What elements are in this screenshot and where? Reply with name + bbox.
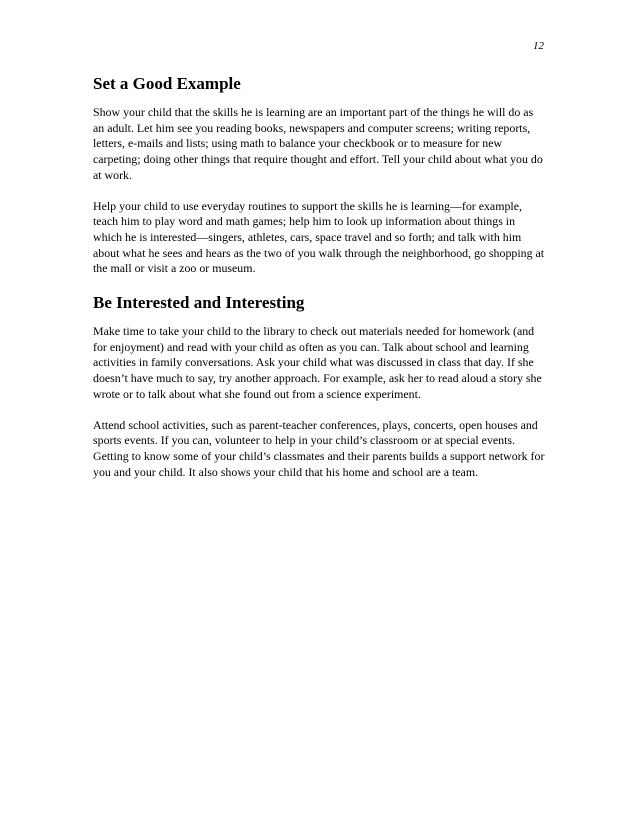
section-heading-set-a-good-example: Set a Good Example xyxy=(93,74,241,93)
paragraph: Help your child to use everyday routines to support the skills he is learning—for example, teach him to play word and math games; help him to look up information about things in which he is interested—singers, athletes, cars, space travel and so forth; and talk with him about what he sees and hears as the two of you walk through the neighborhood, go shopping at the mall or visit a zoo or museum. xyxy=(93,198,545,276)
section-heading-be-interested: Be Interested and Interesting xyxy=(93,293,305,313)
page-number: 12 xyxy=(533,40,544,52)
paragraph: Attend school activities, such as parent-teacher conferences, plays, concerts, open houses and sports events. If you can, volunteer to help in your child’s classroom or at special events. Getting to know some of your child’s classmates and their parents builds a support network for you and your child. It also shows your child that his home and school are a team. xyxy=(93,417,545,479)
paragraph: Show your child that the skills he is learning are an important part of the things he will do as an adult. Let him see you reading books, newspapers and computer screens; writing reports, letters, e-mails and lists; using math to balance your checkbook or to measure for new carpeting; doing other things that require thought and effort. Tell your child about what you do at work. xyxy=(93,105,543,182)
paragraph: Make time to take your child to the library to check out materials needed for homework (and for enjoyment) and read with your child as often as you can. Talk about school and learning activities in family conversations. Ask your child what was discussed in class that day. If she doesn’t have much to say, try another approach. For example, ask her to read aloud a story she wrote or to talk about what she found out from a science experiment. xyxy=(93,324,542,401)
page-content xyxy=(93,74,545,495)
